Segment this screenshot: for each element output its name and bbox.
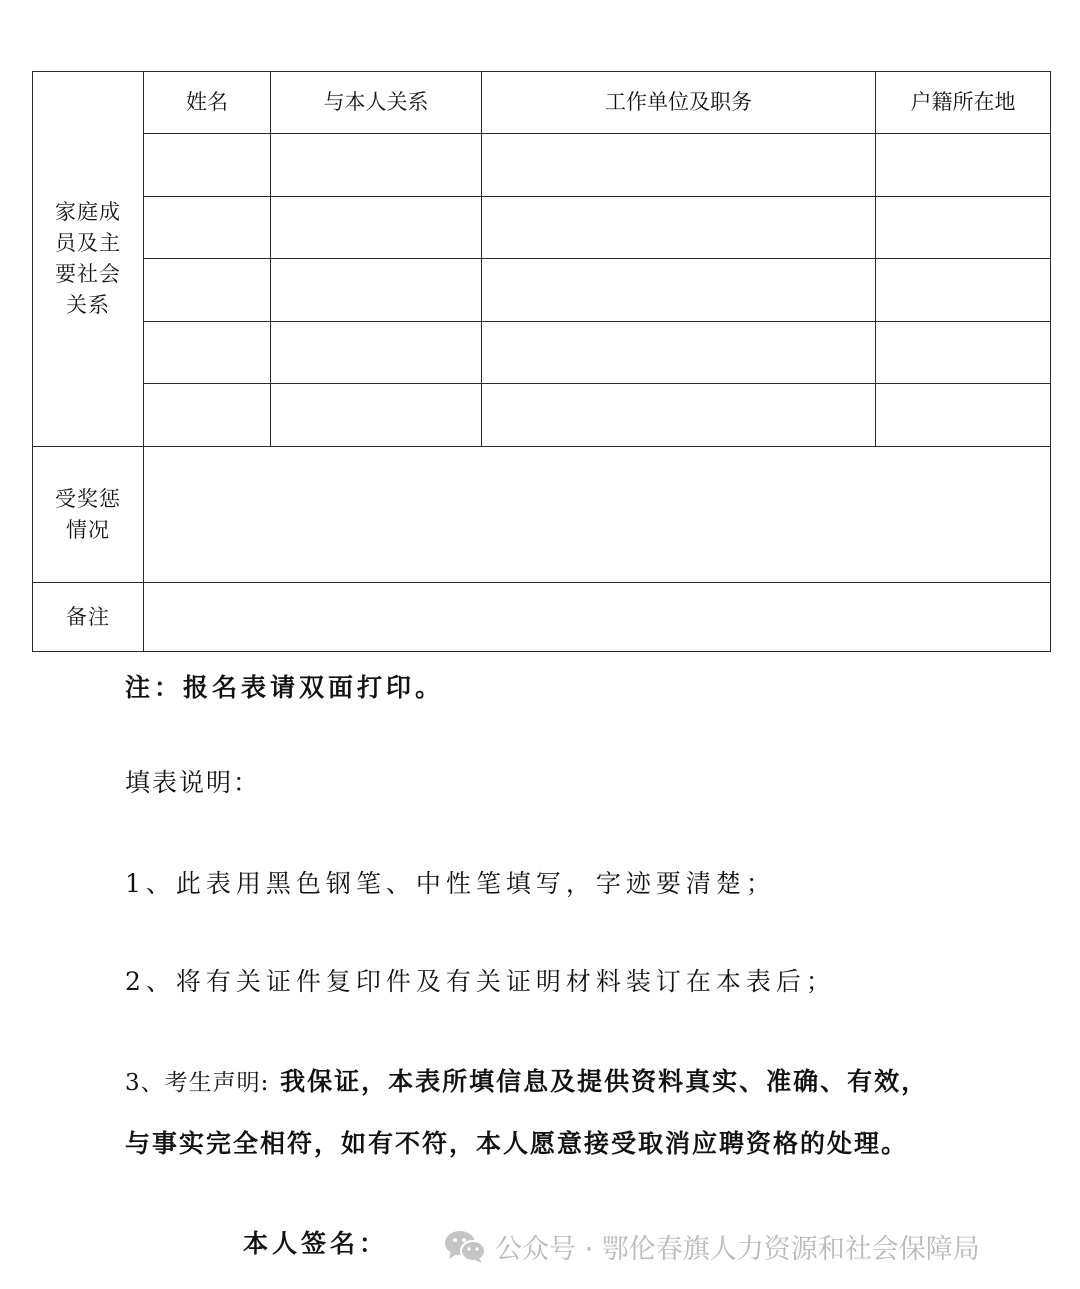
- wechat-icon: [443, 1229, 487, 1265]
- remarks-label: 备注: [33, 583, 144, 652]
- employer-cell[interactable]: [482, 259, 876, 322]
- remarks-row: [33, 583, 1051, 652]
- declaration-prefix: 3、考生声明:: [125, 1070, 270, 1096]
- instruction-item-2: 2、将有关证件复印件及有关证明材料装订在本表后；: [125, 967, 836, 996]
- instructions-title: 填表说明：: [125, 768, 261, 797]
- name-cell[interactable]: [144, 134, 271, 197]
- declaration-text-line2: 与事实完全相符，如有不符，本人愿意接受取消应聘资格的处理。: [125, 1129, 909, 1158]
- relationship-cell[interactable]: [271, 134, 482, 197]
- relationship-cell[interactable]: [271, 197, 482, 259]
- declaration-text-line1: 我保证，本表所填信息及提供资料真实、准确、有效，: [269, 1067, 929, 1096]
- name-cell[interactable]: [144, 322, 271, 384]
- family-relations-label: 家庭成 员及主 要社会 关系: [33, 72, 144, 447]
- header-relationship: 与本人关系: [271, 72, 482, 134]
- family-member-row: [33, 134, 1051, 197]
- employer-cell[interactable]: [482, 197, 876, 259]
- relationship-cell[interactable]: [271, 259, 482, 322]
- awards-penalties-label: 受奖惩 情况: [33, 447, 144, 583]
- watermark: [443, 1227, 980, 1266]
- header-household-registration: 户籍所在地: [876, 72, 1051, 134]
- header-row: [33, 72, 1051, 134]
- print-note: 注：报名表请双面打印。: [125, 673, 445, 702]
- signature-label: 本人签名：: [243, 1229, 389, 1258]
- family-member-row: [33, 259, 1051, 322]
- name-cell[interactable]: [144, 384, 271, 447]
- household-cell[interactable]: [876, 384, 1051, 447]
- remarks-cell[interactable]: [144, 583, 1051, 652]
- employer-cell[interactable]: [482, 322, 876, 384]
- instruction-item-3: [125, 1062, 928, 1098]
- family-member-row: [33, 322, 1051, 384]
- household-cell[interactable]: [876, 322, 1051, 384]
- relationship-cell[interactable]: [271, 322, 482, 384]
- instruction-item-1: 1、此表用黑色钢笔、中性笔填写，字迹要清楚；: [125, 869, 776, 898]
- employer-cell[interactable]: [482, 384, 876, 447]
- registration-form-table: [32, 71, 1051, 652]
- watermark-text: 公众号 · 鄂伦春旗人力资源和社会保障局: [495, 1234, 980, 1265]
- awards-penalties-cell[interactable]: [144, 447, 1051, 583]
- family-member-row: [33, 384, 1051, 447]
- header-employer-position: 工作单位及职务: [482, 72, 876, 134]
- household-cell[interactable]: [876, 134, 1051, 197]
- header-name: 姓名: [144, 72, 271, 134]
- name-cell[interactable]: [144, 197, 271, 259]
- awards-row: [33, 447, 1051, 583]
- relationship-cell[interactable]: [271, 384, 482, 447]
- household-cell[interactable]: [876, 259, 1051, 322]
- employer-cell[interactable]: [482, 134, 876, 197]
- family-member-row: [33, 197, 1051, 259]
- name-cell[interactable]: [144, 259, 271, 322]
- household-cell[interactable]: [876, 197, 1051, 259]
